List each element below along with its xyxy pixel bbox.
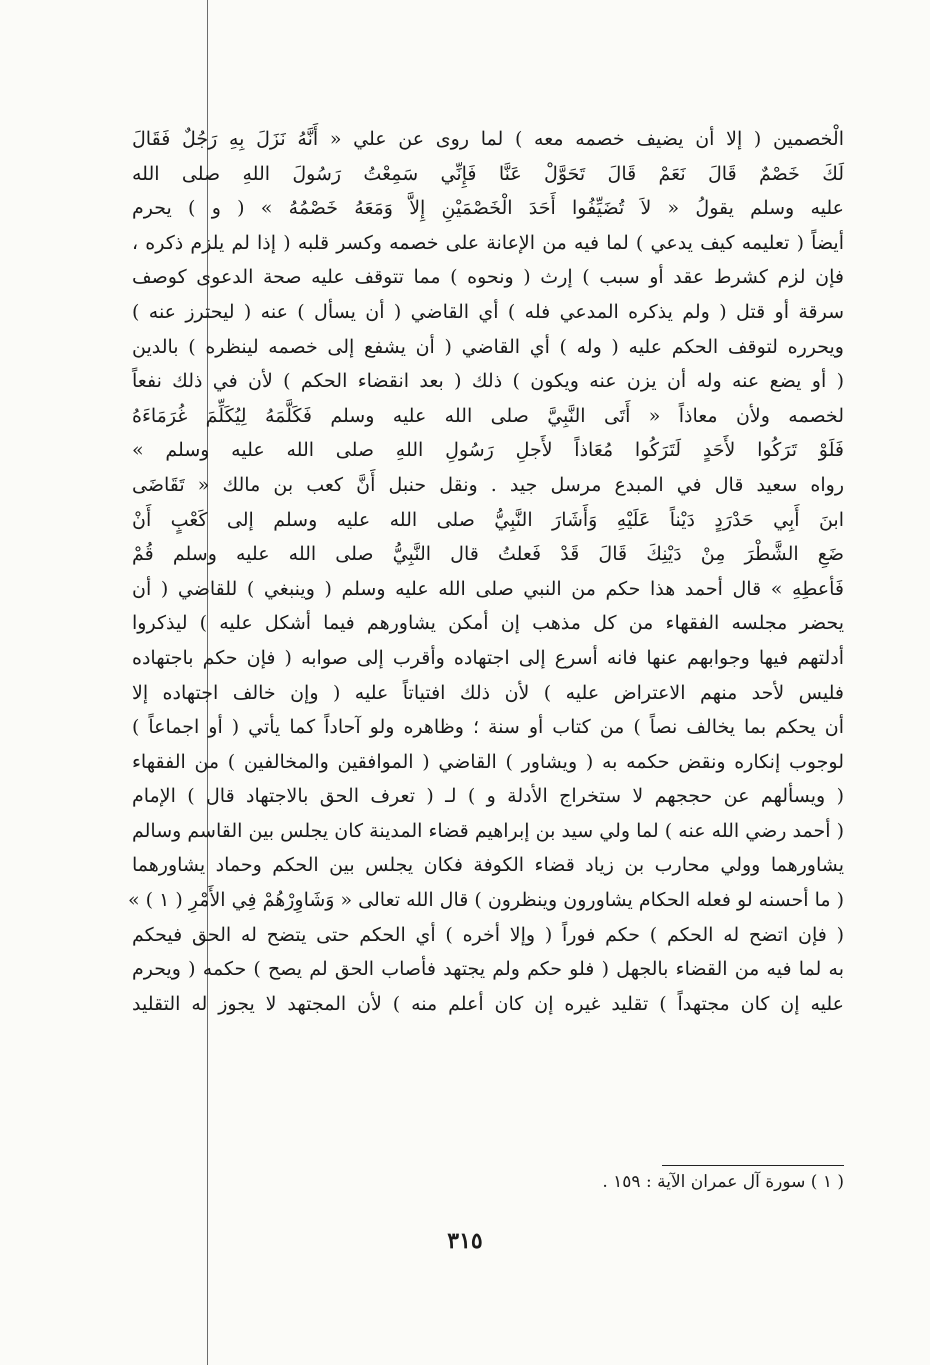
text-line: يحضر مجلسه الفقهاء من كل مذهب إن أمكن يشاورهم فيما أشكل عليه ) ليذكروا: [132, 612, 844, 635]
footnote-divider: [662, 1165, 844, 1166]
text-line: أن يحكم بما يخالف نصاً ) من كتاب أو سنة ؛ وظاهره ولو آحاداً كما يأتي ( أو اجماعاً ): [132, 716, 844, 739]
text-line: سرقة أو قتل ( ولم يذكره المدعي فله ) أي القاضي ( أن يسأل ) عنه ( ليحترز عنه ): [132, 300, 844, 323]
text-line: يشاورهما وولي محارب بن زياد قضاء الكوفة فكان يجلس بين الحكم وحماد يشاورهما: [132, 854, 844, 877]
text-line: لخصمه ولأن معاذاً « أَتَى النَّبِيَّ صلى الله عليه وسلم فَكَلَّمَهُ لِيُكَلِّمَ غُرَمَاءَهُ: [132, 404, 844, 427]
page-number: ٣١٥: [447, 1228, 483, 1254]
text-line: أدلتهم فيها وجوابهم عنها فانه أسرع إلى اجتهاده وأقرب إلى صوابه ( فإن حكم باجتهاده: [132, 646, 844, 669]
page-body: [127, 122, 844, 1021]
text-line: ضَعِ الشَّطْرَ مِنْ دَيْنِكَ قَالَ قَدْ فَعلتُ قال النَّبِيُّ صلى الله عليه وسلم قُمْ: [132, 543, 844, 566]
text-line: ( أحمد رضي الله عنه ) لما ولي سيد بن إبراهيم قضاء المدينة كان يجلس بين القاسم وسالم: [132, 819, 844, 842]
text-line: به لما فيه من القضاء بالجهل ( فلو حكم ولم يجتهد فأصاب الحق لم يصح ) حكمه ( ويحرم: [132, 958, 844, 981]
text-line: أيضاً ( تعليمه كيف يدعي ) لما فيه من الإعانة على خصمه وكسر قلبه ( إذا لم يلزم ذكره ،: [132, 231, 844, 254]
text-line: الْخصمين ( إلا أن يضيف خصمه معه ) لما روى عن علي « أَنَّهُ نَزَلَ بِهِ رَجُلٌ فَقَالَ: [132, 128, 844, 150]
text-line: ( ما أحسنه لو فعله الحكام يشاورون وينظرون ) قال الله تعالى « وَشَاوِرْهُمْ فِي الأَمْرِ ( ١ ) »: [127, 889, 844, 912]
text-line: فليس لأحد منهم الاعتراض عليه ) لأن ذلك افتياتاً عليه ( وإن خالف اجتهاده إلا: [132, 681, 844, 704]
text-line: ابنَ أَبِي حَدْرَدٍ دَيْناً عَلَيْهِ وَأَشَارَ النَّبِيُّ صلى الله عليه وسلم إلى كَعْبٍ أَنْ: [132, 508, 844, 531]
footnote: ( ١ ) سورة آل عمران الآية : ١٥٩ .: [602, 1172, 844, 1192]
text-line: ( أو يضع عنه وله أن يزن عنه ويكون ) ذلك ( بعد انقضاء الحكم ) لأن في ذلك نفعاً: [132, 370, 844, 393]
text-line: ( ويسألهم عن حججهم لا ستخراج الأدلة و ) لـ ( تعرف الحق بالاجتهاد قال ) الإمام: [132, 785, 844, 808]
text-line: ( فإن اتضح له الحكم ) حكم فوراً ( وإلا أخره ) أي الحكم حتى يتضح له الحق فيحكم: [132, 923, 844, 946]
text-line: فَلَوْ تَرَكُوا لأَحَدٍ لَتَرَكُوا مُعَاذاً لأَجلِ رَسُولِ اللهِ صلى الله عليه وسلم »: [132, 439, 844, 462]
text-line: لَكَ خَصْمٌ قَالَ نَعَمْ قَالَ تَحَوَّلْ عَنَّا فَإِنِّي سَمِعْتُ رَسُولَ اللهِ صلى الله: [132, 162, 844, 185]
text-line: لوجوب إنكاره ونقض حكمه به ( ويشاور ) القاضي ( الموافقين والمخالفين ) من الفقهاء: [132, 750, 844, 773]
text-line: عليه إن كان مجتهداً ) تقليد غيره إن كان أعلم منه ) لأن المجتهد لا يجوز له التقليد: [132, 992, 844, 1015]
text-line: عليه وسلم يقولُ « لاَ تُضَيِّفُوا أَحَدَ الْخَصْمَيْنِ إِلاَّ وَمَعَهُ خَصْمُهُ » ( و ) يحرم: [132, 197, 844, 220]
text-line: ويحرره لتوقف الحكم عليه ( وله ) أي القاضي ( أن يشفع إلى خصمه لينظره ) بالدين: [132, 335, 844, 358]
text-line: رواه سعيد قال في المبدع مرسل جيد . ونقل حنبل أَنَّ كعب بن مالك « تَقَاضَى: [132, 473, 844, 496]
text-line: فإن لزم كشرط عقد أو سبب ) إرث ( ونحوه ) مما تتوقف عليه صحة الدعوى كوصف: [132, 266, 844, 289]
text-line: فَأعطِهِ » قال أحمد هذا حكم من النبي صلى الله عليه وسلم ( وينبغي ) للقاضي ( أن: [132, 577, 844, 600]
